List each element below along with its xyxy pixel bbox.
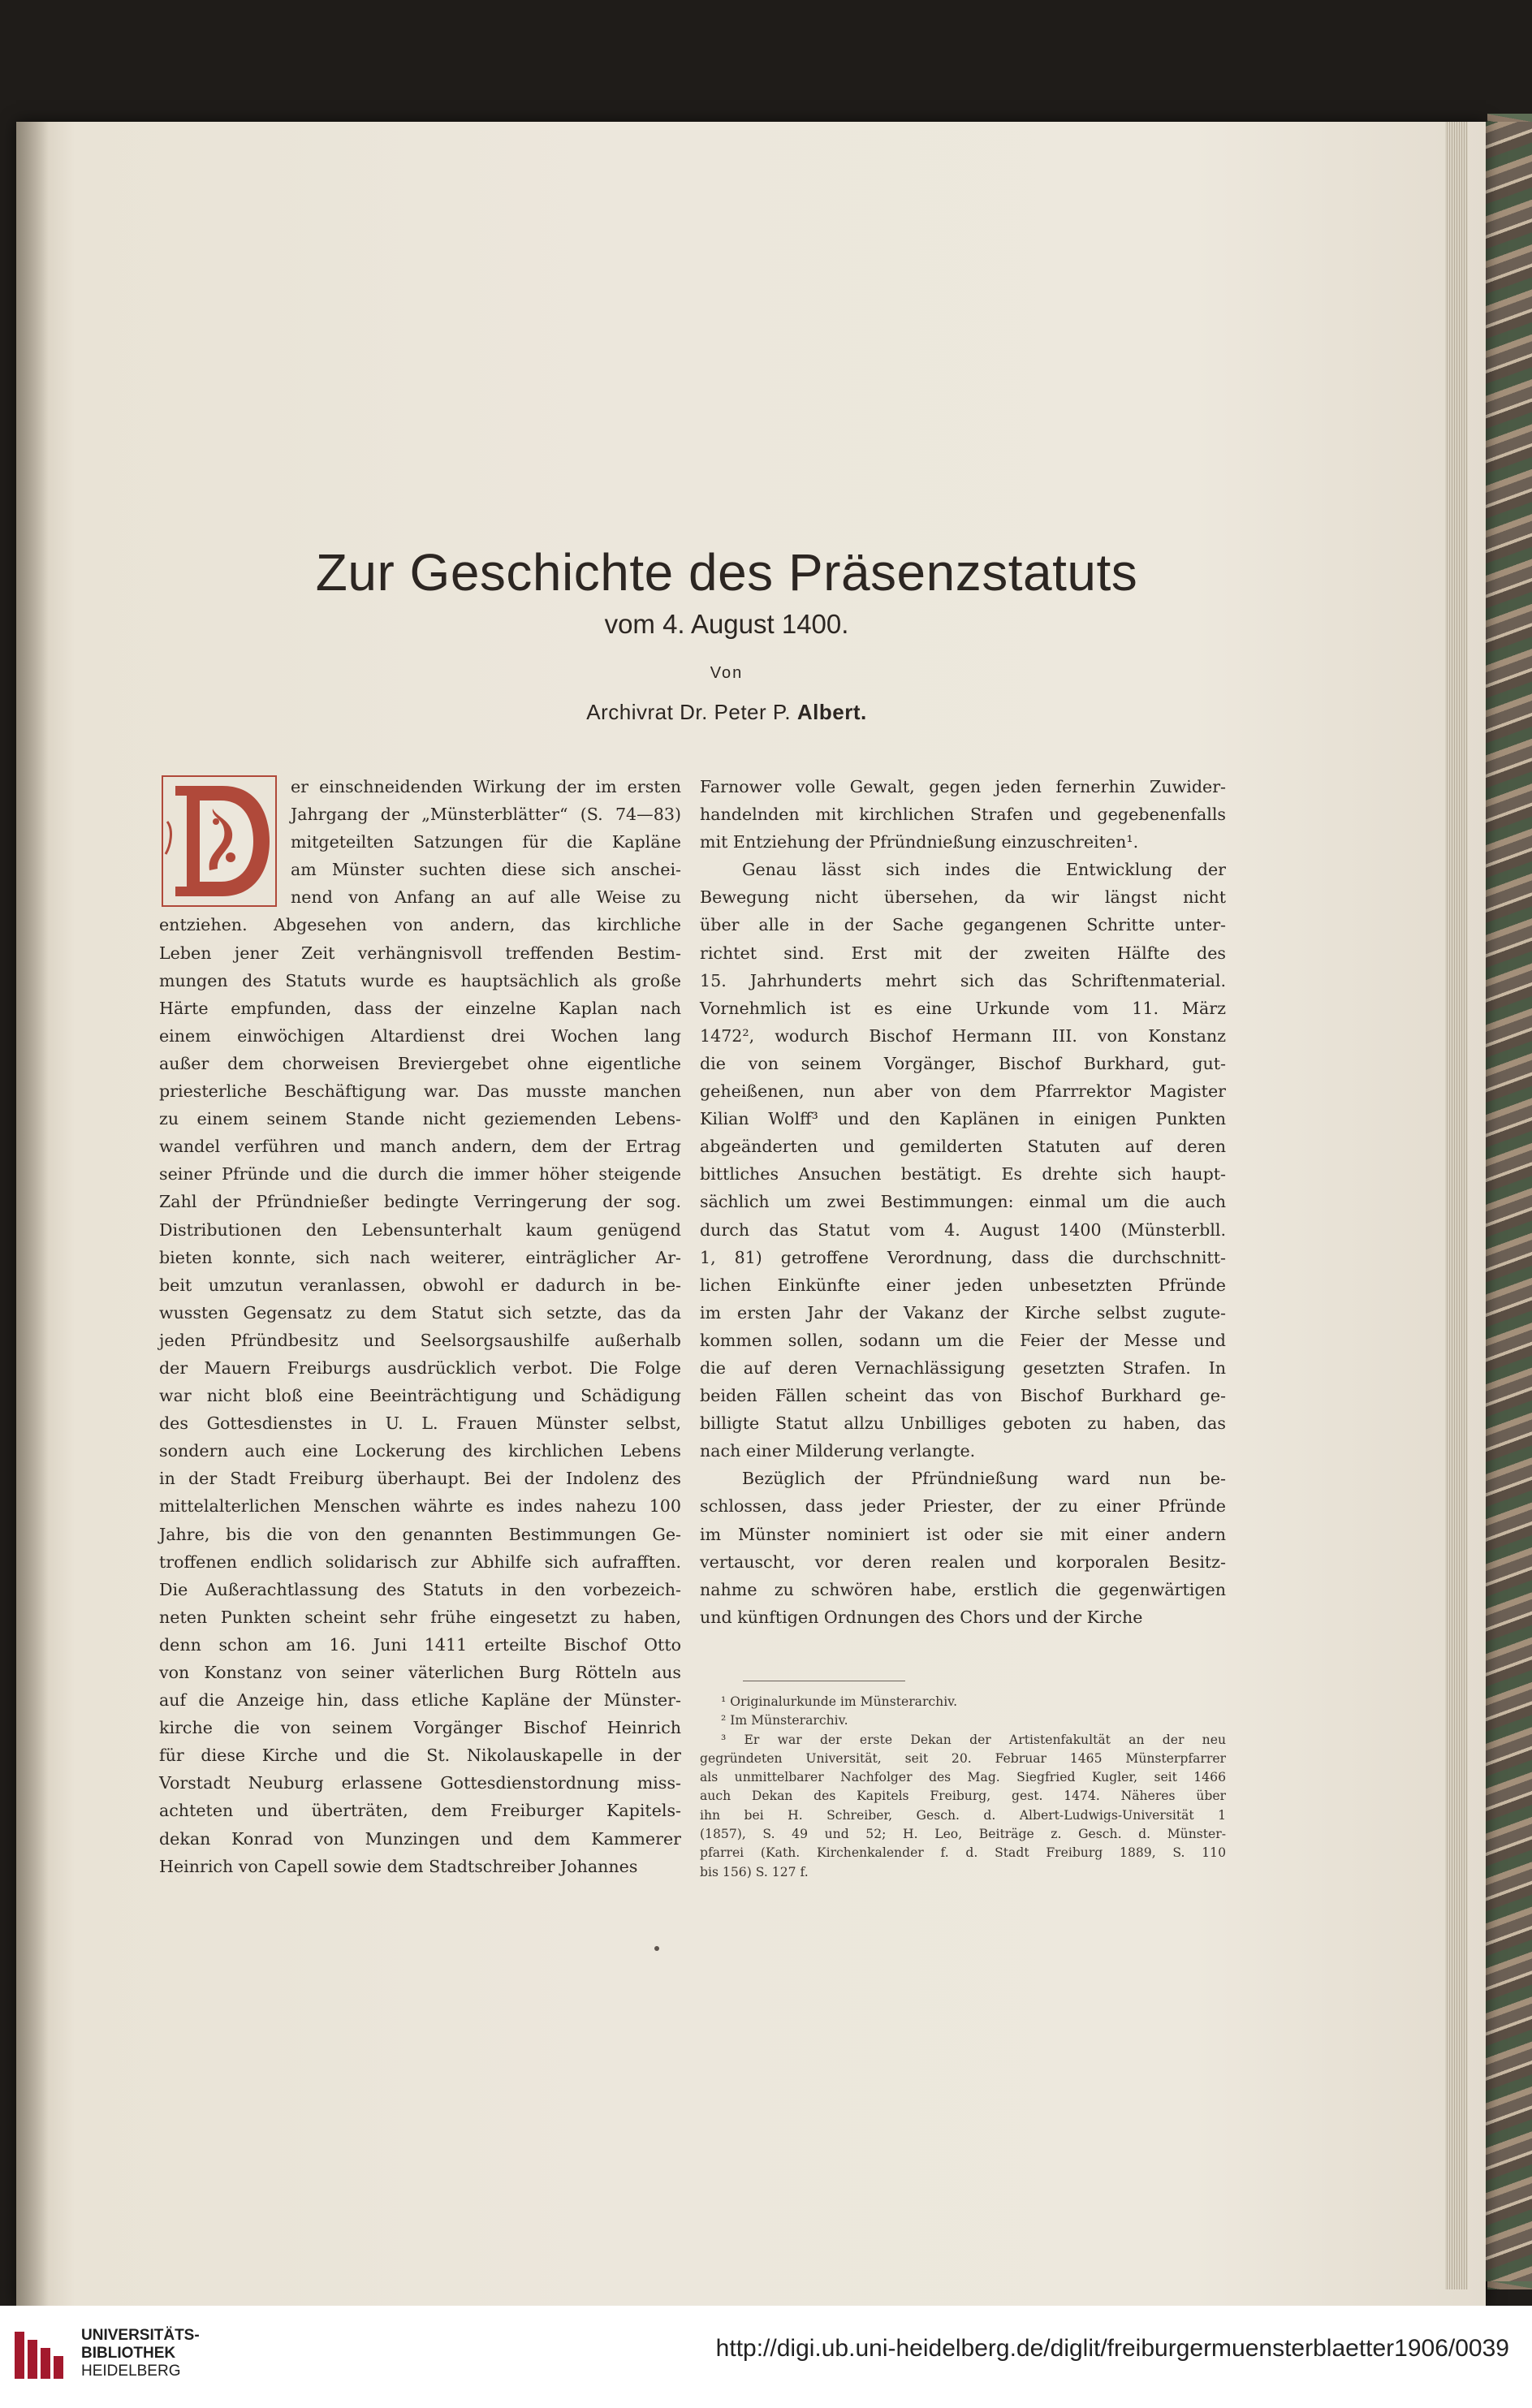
article-subtitle: vom 4. August 1400.	[604, 609, 849, 639]
right-column-line: Bewegung nicht übersehen, da wir längst nicht	[700, 887, 1226, 908]
left-column-line: auf die Anzeige hin, dass etliche Kapläne der Münster-	[159, 1690, 681, 1711]
library-line-2: BIBLIOTHEK	[81, 2345, 176, 2362]
left-column-line: achteten und überträten, dem Freiburger Kapitels-	[159, 1801, 681, 1821]
left-column-line: nend von Anfang an auf alle Weise zu	[291, 887, 681, 908]
left-column-line: beit umzutun veranlassen, obwohl er dadurch in be-	[159, 1275, 681, 1295]
left-column-line: des Gottesdienstes in U. L. Frauen Münster selbst,	[159, 1413, 681, 1434]
left-column-line: mittelalterlichen Menschen währte es indes nahezu 100	[159, 1496, 681, 1517]
right-column-line: billigte Statut allzu Unbilliges geboten zu haben, das	[700, 1413, 1226, 1434]
left-column-line: neten Punkten scheint sehr frühe eingesetzt zu haben,	[159, 1607, 681, 1627]
left-column-line: denn schon am 16. Juni 1411 erteilte Bischof Otto	[159, 1634, 681, 1655]
left-column-line: dekan Konrad von Munzingen und dem Kammerer	[159, 1828, 681, 1849]
byline-label: Von	[710, 664, 744, 682]
author-name: Albert.	[796, 700, 867, 724]
footnote-line: bis 156) S. 127 f.	[700, 1864, 809, 1879]
footnote-line: (1857), S. 49 und 52; H. Leo, Beiträge z. Gesch. d. Münster-	[700, 1827, 1226, 1842]
left-column-line: seiner Pfründe und die durch die immer höher steigende	[159, 1164, 681, 1185]
page-gutter-shadow	[16, 122, 49, 2306]
left-column-line: Die Außerachtlassung des Statuts in den vorbezeich-	[159, 1579, 681, 1599]
left-column-line: Härte empfunden, dass der einzelne Kaplan nach	[159, 998, 681, 1018]
footnote-line: als unmittelbarer Nachfolger des Mag. Siegfried Kugler, seit 1466	[700, 1770, 1226, 1785]
page-mark	[654, 1946, 659, 1951]
left-column-line: bieten konnte, sich nach weiterer, einträglicher Ar-	[159, 1247, 681, 1267]
left-column-line: war nicht bloß eine Beeinträchtigung und Schädigung	[159, 1386, 681, 1406]
author-line	[0, 700, 1453, 725]
left-column-line: wandel verführen und manch andern, dem der Ertrag	[159, 1137, 681, 1157]
footnote-line: ² Im Münsterarchiv.	[721, 1713, 848, 1728]
left-column-line: Jahre, bis die von den genannten Bestimmungen Ge-	[159, 1524, 681, 1544]
right-column-line: im Münster nominiert ist oder sie mit einer andern	[700, 1524, 1226, 1544]
right-column-line: bittliches Ansuchen bestätigt. Es drehte sich haupt-	[700, 1164, 1226, 1185]
right-column-line: Farnower volle Gewalt, gegen jeden fernerhin Zuwider-	[700, 777, 1226, 796]
right-column-line: richtet sind. Erst mit der zweiten Hälfte des	[700, 943, 1226, 963]
footnote-line: ihn bei H. Schreiber, Gesch. d. Albert-Ludwigs-Universität 1	[700, 1807, 1226, 1823]
right-column-line: und künftigen Ordnungen des Chors und der Kirche	[700, 1607, 1143, 1627]
right-column-line: nahme zu schwören habe, erstlich die gegenwärtigen	[700, 1579, 1226, 1599]
left-column-line: zu einem seinem Stande nicht geziemenden Lebens-	[159, 1109, 681, 1129]
left-column-line: mungen des Statuts wurde es hauptsächlich als große	[159, 970, 681, 990]
footnote-line: ¹ Originalurkunde im Münsterarchiv.	[721, 1694, 958, 1709]
footnote-line: pfarrei (Kath. Kirchenkalender f. d. Stadt Freiburg 1889, S. 110	[700, 1845, 1226, 1861]
left-column-line: in der Stadt Freiburg überhaupt. Bei der Indolenz des	[159, 1469, 681, 1489]
library-line-3: HEIDELBERG	[81, 2363, 181, 2380]
page-fore-edge	[1445, 122, 1468, 2289]
right-column-line: nach einer Milderung verlangte.	[700, 1441, 976, 1461]
left-column-line: Vorstadt Neuburg erlassene Gottesdienstordnung miss-	[159, 1773, 681, 1793]
left-column-line: wussten Gegensatz zu dem Statut sich setzte, das da	[159, 1302, 681, 1323]
right-column-line: Bezüglich der Pfründnießung ward nun be-	[742, 1469, 1226, 1489]
left-column-line: sondern auch eine Lockerung des kirchlichen Lebens	[159, 1441, 681, 1461]
left-column-line: Distributionen den Lebensunterhalt kaum genügend	[159, 1219, 681, 1240]
article-title: Zur Geschichte des Präsenzstatuts	[315, 543, 1138, 602]
right-column-line: geheißenen, nun aber von dem Pfarrrektor Magister	[700, 1081, 1226, 1102]
source-url-link[interactable]: http://digi.ub.uni-heidelberg.de/diglit/freiburgermuensterblaetter1906/0039	[715, 2335, 1509, 2362]
heidelberg-library-logo-icon[interactable]	[11, 2327, 68, 2384]
right-column-line: Genau lässt sich indes die Entwicklung der	[742, 860, 1226, 880]
right-column-line: sächlich um zwei Bestimmungen: einmal um die auch	[700, 1192, 1226, 1212]
right-column-line: schlossen, dass jeder Priester, der zu einer Pfründe	[700, 1496, 1226, 1517]
right-column-line: Kilian Wolff³ und den Kaplänen in einigen Punkten	[700, 1109, 1226, 1129]
right-column-line: 15. Jahrhunderts mehrt sich das Schriftenmaterial.	[700, 970, 1226, 990]
library-line-1: UNIVERSITÄTS-	[81, 2327, 200, 2344]
left-column-line: jeden Pfründbesitz und Seelsorgsaushilfe außerhalb	[159, 1330, 681, 1350]
left-column-line: der Mauern Freiburgs ausdrücklich verbot. Die Folge	[159, 1357, 681, 1378]
left-text-column	[159, 773, 681, 1880]
right-column-line: durch das Statut vom 4. August 1400 (Münsterbll.	[700, 1219, 1226, 1240]
left-column-line: entziehen. Abgesehen von andern, das kirchliche	[159, 915, 681, 935]
left-column-line: am Münster suchten diese sich anschei-	[291, 860, 681, 880]
left-column-line: Jahrgang der „Münsterblätter“ (S. 74—83)	[291, 805, 681, 825]
right-text-column	[700, 773, 1226, 1631]
left-column-line: priesterliche Beschäftigung war. Das musste manchen	[159, 1081, 681, 1102]
footnotes	[700, 1693, 1226, 1882]
left-column-line: mitgeteilten Satzungen für die Kapläne	[291, 832, 681, 852]
right-column-line: 1, 81) getroffene Verordnung, dass die durchschnitt-	[700, 1247, 1226, 1267]
left-column-line: er einschneidenden Wirkung der im ersten	[291, 777, 681, 796]
right-column-line: die auf deren Vernachlässigung gesetzten Strafen. In	[700, 1357, 1226, 1378]
left-column-line: kirche die von seinem Vorgänger Bischof Heinrich	[159, 1718, 681, 1738]
left-column-line: Zahl der Pfründnießer bedingte Verringerung der sog.	[159, 1192, 681, 1212]
footnote-line: gegründeten Universität, seit 20. Februar 1465 Münsterpfarrer	[700, 1750, 1226, 1766]
right-column-line: handelnden mit kirchlichen Strafen und gegebenenfalls	[700, 805, 1226, 825]
left-column-line: für diese Kirche und die St. Nikolauskapelle in der	[159, 1746, 681, 1766]
left-column-line: außer dem chorweisen Breviergebet ohne eigentliche	[159, 1053, 681, 1073]
left-column-line: Leben jener Zeit verhängnisvoll treffenden Bestim-	[159, 943, 681, 963]
right-column-line: mit Entziehung der Pfründnießung einzuschreiten¹.	[700, 832, 1139, 852]
left-column-line: einem einwöchigen Altardienst drei Wochen lang	[159, 1025, 681, 1046]
footnote-line: auch Dekan des Kapitels Freiburg, gest. 1474. Näheres über	[700, 1789, 1226, 1804]
right-column-line: im ersten Jahr der Vakanz der Kirche selbst zugute-	[700, 1302, 1226, 1323]
right-column-line: abgeänderten und gemilderten Statuten auf deren	[700, 1137, 1226, 1157]
left-column-line: troffenen endlich solidarisch zur Abhilfe sich aufrafften.	[159, 1551, 681, 1572]
right-column-line: 1472², wodurch Bischof Hermann III. von Konstanz	[700, 1025, 1226, 1046]
left-column-line: Heinrich von Capell sowie dem Stadtschreiber Johannes	[159, 1856, 638, 1876]
right-column-line: kommen sollen, sodann um die Feier der Messe und	[700, 1330, 1226, 1350]
left-column-line: von Konstanz von seiner väterlichen Burg Rötteln aus	[159, 1663, 681, 1682]
library-name[interactable]	[81, 2327, 200, 2380]
right-column-line: beiden Fällen scheint das von Bischof Burkhard ge-	[700, 1386, 1226, 1406]
author-prefix: Archivrat Dr. Peter P.	[586, 700, 792, 724]
right-column-line: lichen Einkünfte einer jeden unbesetzten Pfründe	[700, 1275, 1226, 1295]
right-column-line: Vornehmlich ist es eine Urkunde vom 11. März	[700, 998, 1226, 1018]
right-column-line: vertauscht, vor deren realen und korporalen Besitz-	[700, 1551, 1226, 1572]
footnote-line: ³ Er war der erste Dekan der Artistenfakultät an der neu	[721, 1732, 1226, 1747]
right-column-line: die von seinem Vorgänger, Bischof Burkhard, gut-	[700, 1053, 1226, 1073]
right-column-line: über alle in der Sache gegangenen Schritte unter-	[700, 915, 1226, 935]
